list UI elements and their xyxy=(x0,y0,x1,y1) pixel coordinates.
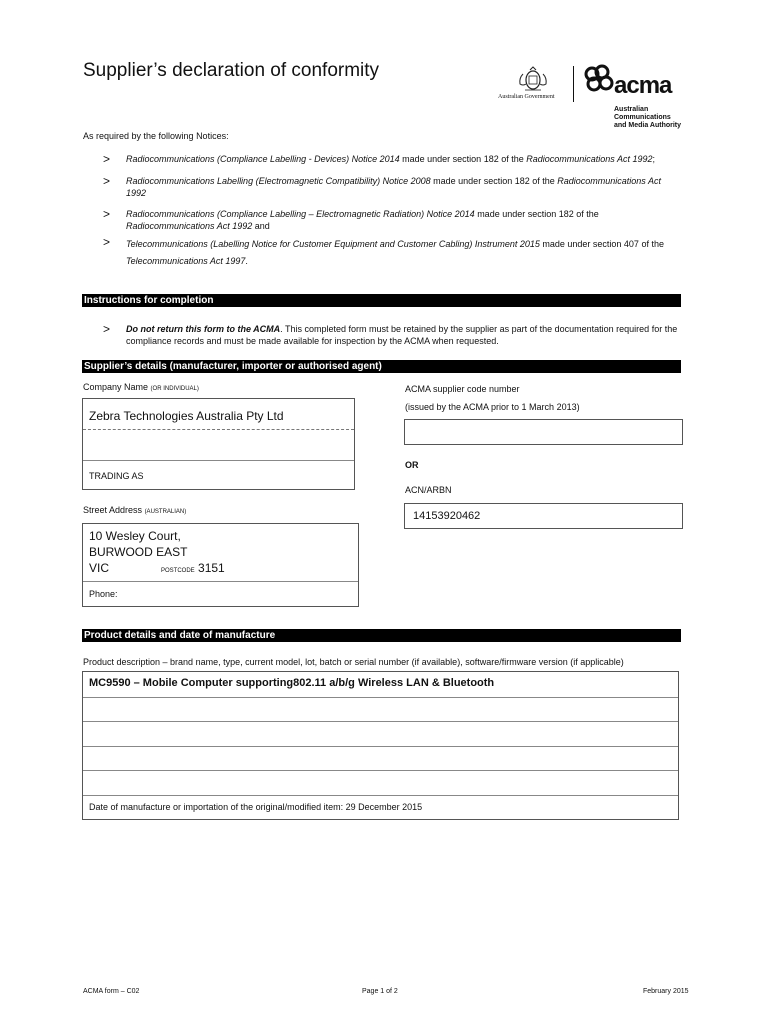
bullet-arrow-icon: > xyxy=(103,152,111,166)
notice-rest: made under section 407 of the xyxy=(539,239,664,249)
divider xyxy=(83,770,678,771)
company-label-sub: (OR INDIVIDUAL) xyxy=(150,386,199,392)
notice-rest: made under section 182 of the xyxy=(430,176,558,186)
notice-text xyxy=(126,153,681,165)
notice-end: ; xyxy=(652,154,655,164)
acma-code-label: ACMA supplier code number xyxy=(405,384,520,394)
acma-wordmark: acma xyxy=(614,72,672,99)
bullet-arrow-icon: > xyxy=(103,235,111,249)
divider xyxy=(83,697,678,698)
street-label-text: Street Address xyxy=(83,505,143,515)
notice-title: Radiocommunications (Compliance Labelling – Electromagnetic Radiation) Notice 2014 xyxy=(126,209,475,219)
address-line: 10 Wesley Court, xyxy=(89,529,181,543)
bullet-arrow-icon: > xyxy=(103,174,111,188)
footer-date: February 2015 xyxy=(643,988,689,995)
notice-act: Radiocommunications Act 1992 xyxy=(126,176,661,198)
address-line: BURWOOD EAST xyxy=(89,545,188,559)
acma-logo xyxy=(578,64,688,130)
notice-text xyxy=(126,236,681,270)
notice-title: Radiocommunications Labelling (Electromagnetic Compatibility) Notice 2008 xyxy=(126,176,431,186)
notice-text xyxy=(126,208,681,232)
product-description-label: Product description – brand name, type, current model, lot, batch or serial number (if available), software/firmware version (if applicable) xyxy=(83,657,624,667)
page-title: Supplier’s declaration of conformity xyxy=(83,60,380,81)
instructions-emphasis: Do not return this form to the ACMA xyxy=(126,324,281,334)
acma-name-line: Communications xyxy=(614,114,671,121)
manufacture-date-field[interactable]: Date of manufacture or importation of the original/modified item: 29 December 2015 xyxy=(89,802,423,812)
section-header-supplier xyxy=(82,360,681,373)
section-header-instructions xyxy=(82,294,681,307)
instructions-text xyxy=(126,323,681,347)
postcode-label: POSTCODE xyxy=(161,568,195,574)
divider xyxy=(83,429,354,430)
company-name-box xyxy=(82,398,355,490)
acma-name-line: Australian xyxy=(614,106,649,113)
footer-page-number: Page 1 of 2 xyxy=(362,988,398,995)
street-label-sub: (AUSTRALIAN) xyxy=(144,509,187,515)
notice-rest: made under section 182 of the xyxy=(474,209,599,219)
government-label: Australian Government xyxy=(498,94,555,100)
bullet-arrow-icon: > xyxy=(103,207,111,221)
section-heading: Supplier’s details (manufacturer, importer or authorised agent) xyxy=(84,361,382,372)
or-label: OR xyxy=(405,460,419,470)
product-details-box xyxy=(82,671,679,820)
state-value: VIC xyxy=(89,561,110,575)
notice-text xyxy=(126,175,681,199)
notice-act: Radiocommunications Act 1992 xyxy=(126,221,253,231)
postcode-value: 3151 xyxy=(198,561,225,575)
notice-end: and xyxy=(252,221,270,231)
intro-text: As required by the following Notices: xyxy=(83,131,229,141)
acma-code-sublabel: (issued by the ACMA prior to 1 March 2013) xyxy=(405,402,580,412)
acma-code-input[interactable] xyxy=(404,419,683,445)
company-name-label xyxy=(83,382,199,392)
notice-title: Telecommunications (Labelling Notice for Customer Equipment and Customer Cabling) Instrument 2015 xyxy=(126,239,540,249)
divider xyxy=(83,795,678,796)
address-field[interactable] xyxy=(89,528,225,579)
notice-rest: made under section 182 of the xyxy=(399,154,527,164)
bullet-arrow-icon: > xyxy=(103,322,111,336)
acma-full-name xyxy=(614,106,681,130)
divider xyxy=(83,460,354,461)
instructions-body: . This completed form must be retained by the supplier as part of the documentation required for the compliance records and must be made available for inspection by the ACMA when requested. xyxy=(126,324,678,346)
logo-divider xyxy=(573,66,574,102)
street-address-label xyxy=(83,505,186,515)
divider xyxy=(83,721,678,722)
notice-act: Telecommunications Act 1997 xyxy=(126,256,246,266)
divider xyxy=(83,581,358,582)
notice-act: Radiocommunications Act 1992 xyxy=(526,154,653,164)
section-heading: Instructions for completion xyxy=(84,295,214,306)
divider xyxy=(83,746,678,747)
state-postcode-row xyxy=(89,560,225,579)
company-name-field[interactable]: Zebra Technologies Australia Pty Ltd xyxy=(89,409,284,423)
section-heading: Product details and date of manufacture xyxy=(84,630,276,641)
notice-end: . xyxy=(245,256,248,266)
trading-as-label: TRADING AS xyxy=(89,471,144,481)
acn-input[interactable] xyxy=(404,503,683,529)
product-description-field[interactable]: MC9590 – Mobile Computer supporting802.11 a/b/g Wireless LAN & Bluetooth xyxy=(89,677,495,689)
notice-title: Radiocommunications (Compliance Labelling - Devices) Notice 2014 xyxy=(126,154,400,164)
address-box xyxy=(82,523,359,607)
company-label-text: Company Name xyxy=(83,382,149,392)
acn-label: ACN/ARBN xyxy=(405,485,452,495)
phone-label: Phone: xyxy=(89,589,118,599)
section-header-product xyxy=(82,629,681,642)
acn-value: 14153920462 xyxy=(413,510,481,522)
acma-name-line: and Media Authority xyxy=(614,122,682,129)
australian-government-logo xyxy=(498,66,568,102)
footer-form-id: ACMA form – C02 xyxy=(83,988,140,995)
